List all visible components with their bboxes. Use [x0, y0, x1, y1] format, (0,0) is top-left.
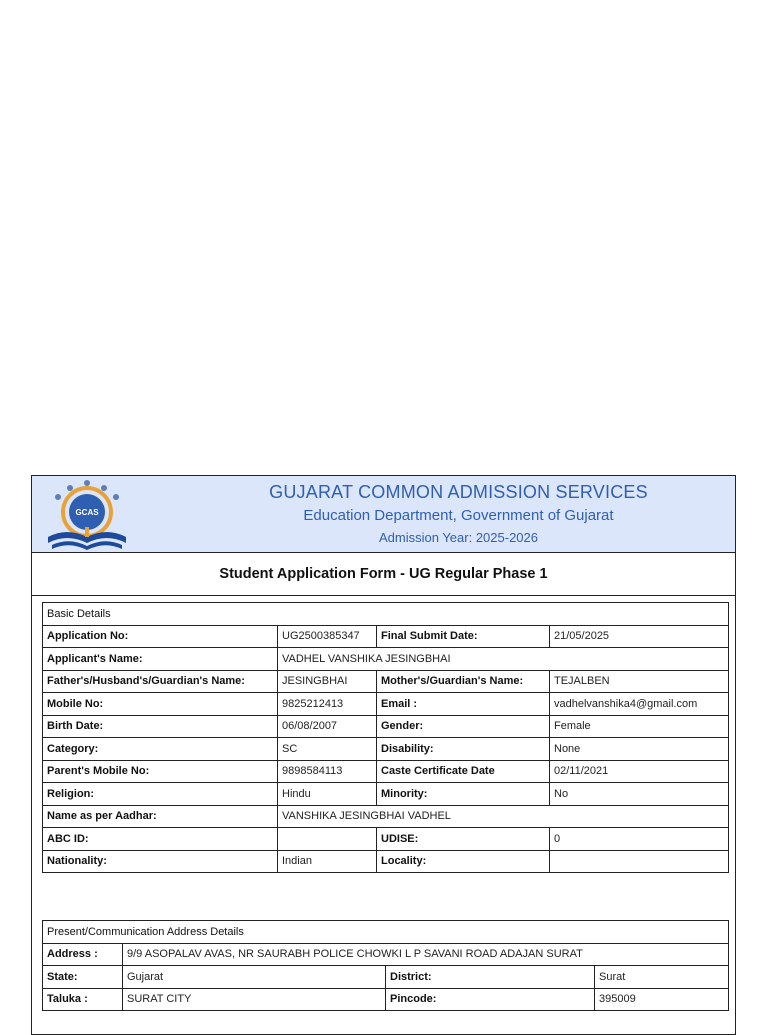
field-label: Mother's/Guardian's Name:: [377, 670, 550, 693]
field-label: Applicant's Name:: [43, 648, 278, 671]
field-label: Address :: [43, 943, 123, 966]
field-label: Minority:: [377, 783, 550, 806]
minority-value: No: [550, 783, 729, 806]
table-row: [43, 670, 729, 693]
email-value: vadhelvanshika4@gmail.com: [550, 693, 729, 716]
application-no-value: UG2500385347: [278, 625, 377, 648]
mobile-value: 9825212413: [278, 693, 377, 716]
field-label: Disability:: [377, 738, 550, 761]
section-title-basic: Basic Details: [43, 603, 729, 626]
department-name: Education Department, Government of Gujarat: [303, 507, 614, 524]
field-label: District:: [386, 966, 595, 989]
table-row: [43, 988, 729, 1011]
field-label: State:: [43, 966, 123, 989]
state-value: Gujarat: [123, 966, 386, 989]
section-title-address: Present/Communication Address Details: [43, 921, 729, 944]
table-row: [43, 625, 729, 648]
field-label: Email :: [377, 693, 550, 716]
field-label: Nationality:: [43, 850, 278, 873]
field-label: Taluka :: [43, 988, 123, 1011]
udise-value: 0: [550, 828, 729, 851]
table-row: [43, 783, 729, 806]
field-label: Application No:: [43, 625, 278, 648]
disability-value: None: [550, 738, 729, 761]
nationality-value: Indian: [278, 850, 377, 873]
category-value: SC: [278, 738, 377, 761]
field-label: Mobile No:: [43, 693, 278, 716]
field-label: Category:: [43, 738, 278, 761]
header-text-block: [182, 481, 735, 546]
table-row: [43, 966, 729, 989]
gcas-logo: [42, 479, 132, 551]
table-row: [43, 828, 729, 851]
birth-date-value: 06/08/2007: [278, 715, 377, 738]
applicant-name-value: VADHEL VANSHIKA JESINGBHAI: [278, 648, 729, 671]
locality-value: [550, 850, 729, 873]
field-label: UDISE:: [377, 828, 550, 851]
district-value: Surat: [595, 966, 729, 989]
father-name-value: JESINGBHAI: [278, 670, 377, 693]
form-title: Student Application Form - UG Regular Phase 1: [32, 553, 735, 596]
caste-certificate-date-value: 02/11/2021: [550, 760, 729, 783]
parent-mobile-value: 9898584113: [278, 760, 377, 783]
field-label: ABC ID:: [43, 828, 278, 851]
table-row: [43, 715, 729, 738]
address-details-table: [42, 920, 729, 1011]
application-form-document: [31, 475, 736, 1035]
table-row: [43, 738, 729, 761]
field-label: Name as per Aadhar:: [43, 805, 278, 828]
header-banner: [32, 476, 735, 553]
table-row: [43, 760, 729, 783]
final-submit-date-value: 21/05/2025: [550, 625, 729, 648]
field-label: Birth Date:: [43, 715, 278, 738]
org-name: GUJARAT COMMON ADMISSION SERVICES: [269, 482, 648, 502]
religion-value: Hindu: [278, 783, 377, 806]
abc-id-value: [278, 828, 377, 851]
table-row: [43, 943, 729, 966]
table-row: [43, 648, 729, 671]
field-label: Parent's Mobile No:: [43, 760, 278, 783]
basic-details-table: [42, 602, 729, 873]
field-label: Caste Certificate Date: [377, 760, 550, 783]
pincode-value: 395009: [595, 988, 729, 1011]
taluka-value: SURAT CITY: [123, 988, 386, 1011]
admission-year: Admission Year: 2025-2026: [378, 530, 538, 545]
table-row: [43, 693, 729, 716]
field-label: Religion:: [43, 783, 278, 806]
gender-value: Female: [550, 715, 729, 738]
aadhar-name-value: VANSHIKA JESINGBHAI VADHEL: [278, 805, 729, 828]
table-row: [43, 805, 729, 828]
svg-text:GCAS: GCAS: [75, 508, 99, 517]
field-label: Pincode:: [386, 988, 595, 1011]
table-row: [43, 603, 729, 626]
mother-name-value: TEJALBEN: [550, 670, 729, 693]
table-row: [43, 921, 729, 944]
field-label: Father's/Husband's/Guardian's Name:: [43, 670, 278, 693]
address-value: 9/9 ASOPALAV AVAS, NR SAURABH POLICE CHOWKI L P SAVANI ROAD ADAJAN SURAT: [123, 943, 729, 966]
table-row: [43, 850, 729, 873]
field-label: Final Submit Date:: [377, 625, 550, 648]
field-label: Gender:: [377, 715, 550, 738]
field-label: Locality:: [377, 850, 550, 873]
